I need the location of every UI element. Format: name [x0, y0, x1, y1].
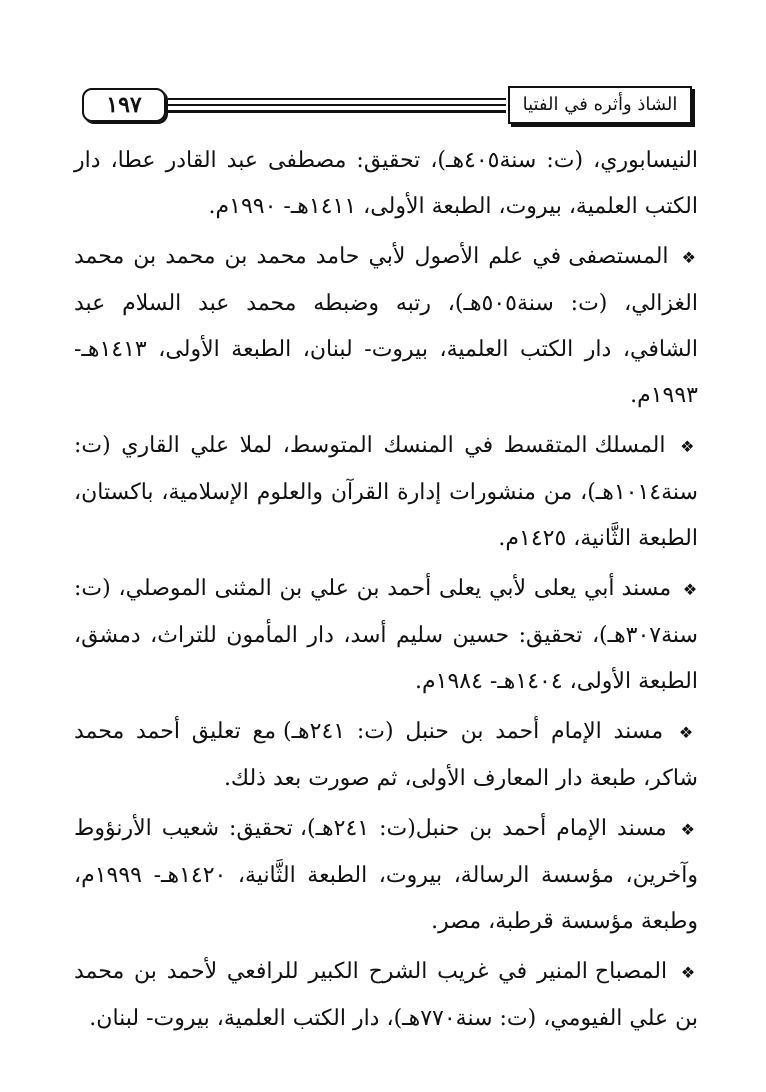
list-item — [74, 423, 698, 562]
entry-text: المصباح المنير في غريب الشرح الكبير للرافعي لأحمد بن محمد بن علي الفيومي، (ت: سنة٧٧٠هـ)، دار الكتب العلمية، بيروت- لبنان. — [74, 959, 698, 1031]
list-item — [74, 709, 698, 802]
page-header — [78, 86, 696, 126]
bibliography-list — [74, 138, 698, 1046]
book-title: الشاذ وأثره في الفتيا — [508, 86, 692, 124]
entry-text: المسلك المتقسط في المنسك المتوسط، لملا علي القاري (ت: سنة١٠١٤هـ)، من منشورات إدارة القرآن والعلوم الإسلامية، باكستان، الطبعة الثَّانية، ١٤٢٥م. — [74, 433, 698, 551]
header-rule — [168, 110, 506, 113]
entry-text: النيسابوري، (ت: سنة٤٠٥هـ)، تحقيق: مصطفى عبد القادر عطا، دار الكتب العلمية، بيروت، الطبعة الأولى، ١٤١١هـ- ١٩٩٠م. — [74, 148, 698, 219]
entry-text: مسند الإمام أحمد بن حنبل(ت: ٢٤١هـ)، تحقيق: شعيب الأرنؤوط وآخرين، مؤسسة الرسالة، بيروت، الطبعة الثَّانية، ١٤٢٠هـ- ١٩٩٩م، وطبعة مؤسسة قرطبة، مصر. — [74, 816, 698, 934]
list-item — [74, 566, 698, 705]
page-number: ١٩٧ — [82, 88, 166, 122]
entry-text: المستصفى في علم الأصول لأبي حامد محمد بن محمد بن محمد الغزالي، (ت: سنة٥٠٥هـ)، رتبه وضبطه محمد عبد السلام عبد الشافي، دار الكتب العلمية، بيروت- لبنان، الطبعة الأولى، ١٤١٣هـ- ١٩٩٣م. — [74, 244, 698, 408]
header-rule — [168, 104, 506, 106]
bullet-icon: ❖ — [681, 248, 698, 267]
list-item — [74, 949, 698, 1042]
bullet-icon: ❖ — [680, 963, 699, 982]
header-rule — [168, 98, 506, 100]
bullet-icon: ❖ — [682, 580, 699, 599]
bullet-icon: ❖ — [680, 820, 699, 839]
bullet-icon: ❖ — [680, 437, 699, 456]
list-item — [74, 806, 698, 945]
list-item — [74, 234, 698, 419]
entry-text: مسند الإمام أحمد بن حنبل (ت: ٢٤١هـ) مع تعليق أحمد محمد شاكر، طبعة دار المعارف الأولى، ثم صورت بعد ذلك. — [74, 719, 698, 791]
entry-text: مسند أبي يعلى لأبي يعلى أحمد بن علي بن المثنى الموصلي، (ت: سنة٣٠٧هـ)، تحقيق: حسين سليم أسد، دار المأمون للتراث، دمشق، الطبعة الأولى، ١٤٠٤هـ- ١٩٨٤م. — [74, 576, 698, 694]
list-item — [74, 138, 698, 230]
bullet-icon: ❖ — [678, 723, 699, 742]
